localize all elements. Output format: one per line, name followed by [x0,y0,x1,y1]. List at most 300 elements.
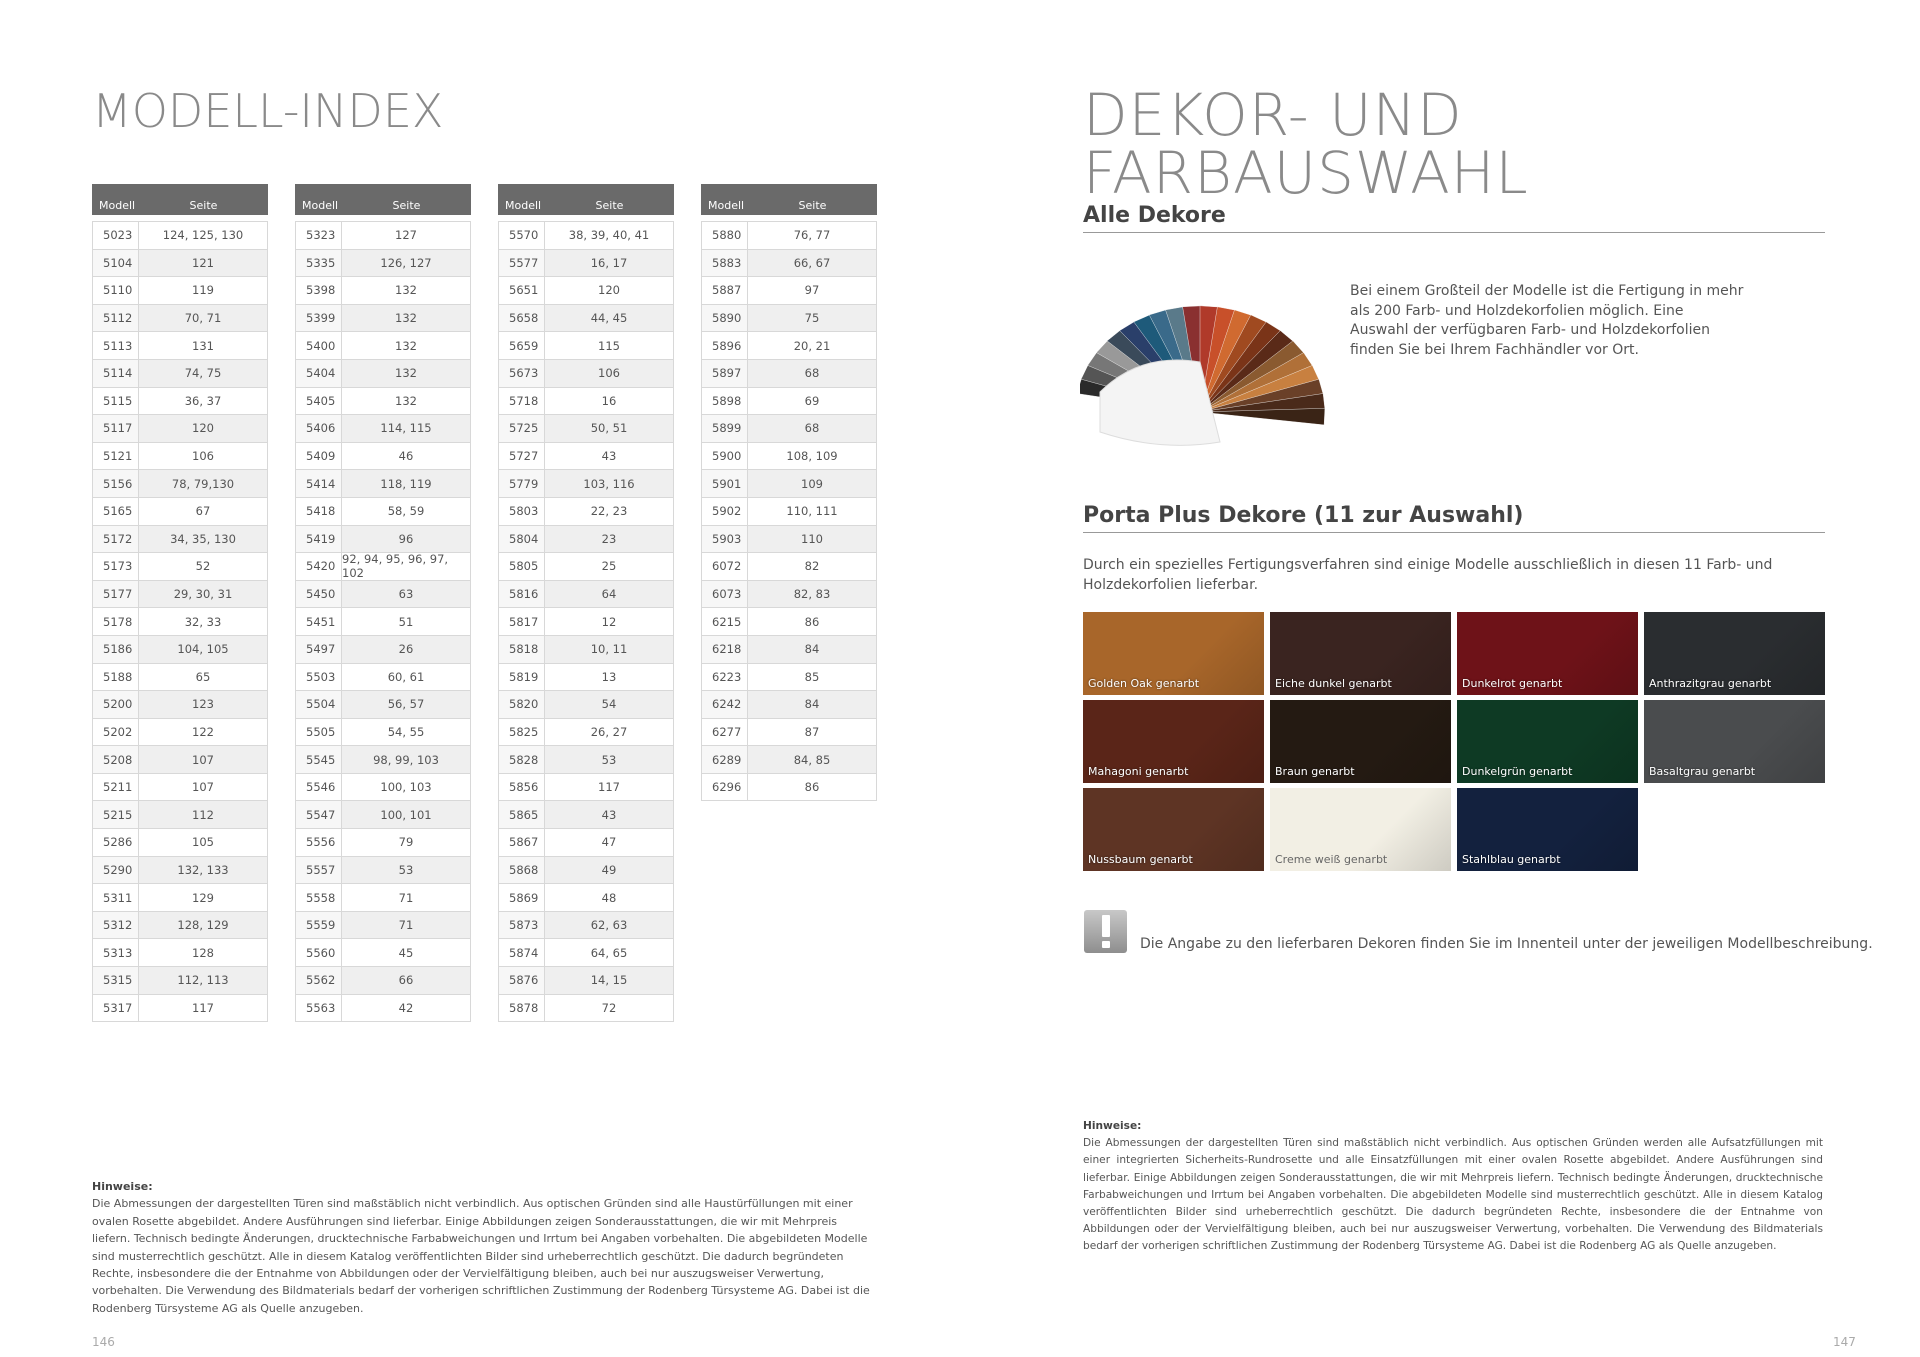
model-number: 5898 [702,388,748,415]
model-number: 5023 [93,222,139,249]
hint-text: Die Angabe zu den lieferbaren Dekoren finden Sie im Innenteil unter der jeweiligen Modellbeschreibung. [1140,936,1873,952]
page-reference: 36, 37 [184,393,222,408]
page-reference: 112, 113 [139,967,267,994]
page-reference: 100, 101 [342,801,470,828]
model-number: 5173 [93,553,139,580]
page-reference: 118, 119 [342,470,470,497]
decor-swatch-label: Basaltgrau genarbt [1649,765,1756,778]
decor-swatch-grid [1083,612,1825,870]
table-row [498,912,674,940]
table-row [498,470,674,498]
page-reference: 105 [192,835,214,850]
page-reference: 20, 21 [793,338,831,353]
table-row [701,526,877,554]
page-reference: 29, 30, 31 [139,581,267,608]
page-reference: 70, 71 [139,305,267,332]
table-row [92,995,268,1023]
page-reference: 128 [192,945,214,960]
page-reference: 120 [139,415,267,442]
model-number: 6242 [702,691,748,718]
model-number: 5563 [296,995,342,1022]
model-number: 5121 [93,443,139,470]
decor-swatch-label: Stahlblau genarbt [1462,853,1561,866]
table-row [92,470,268,498]
page-reference: 117 [192,1000,214,1015]
table-row [92,608,268,636]
column-header-modell: Modell [708,199,745,212]
page-reference: 84, 85 [748,746,876,773]
model-number: 5825 [499,719,545,746]
model-number: 6073 [702,581,748,608]
table-row [701,581,877,609]
page-reference: 58, 59 [387,504,425,519]
table-row [295,553,471,581]
table-row [295,415,471,443]
table-row [92,746,268,774]
right-hinweise-text: Die Abmessungen der dargestellten Türen sind maßstäblich nicht verbindlich. Aus optischen Gründen werden alle Aufsatzfüllungen mit einer integrierten Sicherheits-Rundrosette und alle Einsatzfüllungen mit einer ovalen Rosette abgebildet. Andere Ausführungen sind lieferbar. Einige Abbildungen zeigen Sonderausstattungen, die wir mit Mehrpreis liefern. Technisch bedingte Änderungen, drucktechnische Farbabweichungen und Irrtum bei Angaben vorbehalten. Die abgebildeten Modelle sind musterrechtlich geschützt. Alle in diesem Katalog veröffentlichten Bilder sind urheberrechtlich geschützt. Die dadurch begründeten Rechte, insbesondere die der Entnahme von Abbildungen oder der Vervielfältigung bleiben, auch bei nur auszugsweiser Verwertung, vorbehalten. Die Verwendung des Bildmaterials bedarf der vorherigen schriftlichen Zustimmung der Rodenberg Türsysteme AG. Dabei ist die Rodenberg AG als Quelle anzugeben. [1083,1137,1823,1253]
table-row [92,553,268,581]
model-number: 5828 [499,746,545,773]
table-row [701,443,877,471]
table-row [92,388,268,416]
table-row [92,498,268,526]
page-reference: 110, 111 [786,504,838,519]
decor-swatch [1644,700,1825,783]
model-number: 5286 [93,829,139,856]
table-row [295,774,471,802]
model-number: 5208 [93,746,139,773]
page-reference: 52 [195,559,211,574]
table-row [92,277,268,305]
table-row [295,332,471,360]
model-number: 5547 [296,801,342,828]
decor-swatch [1270,700,1451,783]
model-number: 5177 [93,581,139,608]
model-number: 5117 [93,415,139,442]
decor-swatch [1083,700,1264,783]
page-reference: 110 [748,526,876,553]
model-number: 5718 [499,388,545,415]
table-row [498,581,674,609]
table-row [295,746,471,774]
model-number: 5317 [93,995,139,1022]
table-row [92,664,268,692]
page-reference: 56, 57 [342,691,470,718]
model-number: 5112 [93,305,139,332]
page-reference: 122 [192,724,214,739]
page-reference: 14, 15 [545,967,673,994]
table-row [498,995,674,1023]
page-reference: 76, 77 [793,228,831,243]
page-reference: 132 [395,393,417,408]
exclamation-icon [1083,909,1128,954]
model-number: 5451 [296,608,342,635]
table-row [92,857,268,885]
model-number: 5398 [296,277,342,304]
page-reference: 84 [748,691,876,718]
table-row [92,719,268,747]
page-reference: 64 [545,581,673,608]
table-row [498,746,674,774]
page-reference: 82 [804,559,820,574]
page-reference: 25 [601,559,617,574]
page-reference: 54 [545,691,673,718]
page-reference: 22, 23 [590,504,628,519]
page-reference: 69 [804,393,820,408]
table-row [295,360,471,388]
page-reference: 115 [598,338,620,353]
page-reference: 75 [748,305,876,332]
page-reference: 96 [342,526,470,553]
table-row [295,691,471,719]
table-row [701,664,877,692]
table-row [92,305,268,333]
table-row [498,250,674,278]
page-reference: 132 [395,283,417,298]
model-number: 5546 [296,774,342,801]
table-row [295,995,471,1023]
table-header [701,184,877,215]
page-reference: 109 [748,470,876,497]
decor-swatch-label: Dunkelrot genarbt [1462,677,1563,690]
page-reference: 72 [601,1000,617,1015]
page-reference: 26 [342,636,470,663]
model-number: 5202 [93,719,139,746]
model-number: 5803 [499,498,545,525]
page-reference: 103, 116 [545,470,673,497]
table-row [701,415,877,443]
table-row [295,222,471,250]
model-number: 5878 [499,995,545,1022]
table-row [701,470,877,498]
decor-swatch [1270,788,1451,871]
model-number: 5559 [296,912,342,939]
table-row [701,388,877,416]
column-header-modell: Modell [505,199,542,212]
model-number: 5404 [296,360,342,387]
table-row [92,581,268,609]
table-row [92,774,268,802]
model-number: 5890 [702,305,748,332]
page-reference: 98, 99, 103 [342,746,470,773]
page-reference: 84 [748,636,876,663]
table-row [92,526,268,554]
model-number: 5874 [499,939,545,966]
model-number: 5156 [93,470,139,497]
page-reference: 42 [398,1000,414,1015]
model-number: 5505 [296,719,342,746]
decor-swatch-label: Mahagoni genarbt [1088,765,1189,778]
table-row [295,581,471,609]
page-reference: 65 [195,669,211,684]
decor-swatch [1083,788,1264,871]
model-number: 5414 [296,470,342,497]
model-number: 5113 [93,332,139,359]
table-header [498,184,674,215]
model-number: 5901 [702,470,748,497]
page-reference: 66 [342,967,470,994]
table-row [498,636,674,664]
table-row [295,801,471,829]
table-row [701,746,877,774]
table-row [498,415,674,443]
decor-swatch [1457,700,1638,783]
model-number: 5312 [93,912,139,939]
page-reference: 49 [545,857,673,884]
column-header-modell: Modell [302,199,339,212]
page-reference: 107 [139,746,267,773]
model-number: 5311 [93,884,139,911]
page-number-right: 147 [1833,1335,1856,1349]
column-header-seite: Seite [392,199,421,212]
table-row [701,250,877,278]
model-number: 5558 [296,884,342,911]
model-number: 5178 [93,608,139,635]
table-row [498,526,674,554]
model-number: 5114 [93,360,139,387]
model-number: 5820 [499,691,545,718]
page-reference: 129 [192,890,214,905]
page-reference: 123 [139,691,267,718]
table-row [498,360,674,388]
alle-dekore-text: Bei einem Großteil der Modelle ist die Fertigung in mehr als 200 Farb- und Holzdekorfolien möglich. Eine Auswahl der verfügbaren Farb- und Holzdekorfolien finden Sie bei Ihrem Fachhändler vor Ort. [1350,283,1744,358]
model-number: 5805 [499,553,545,580]
page-reference: 67 [195,504,211,519]
section-heading-porta-plus: Porta Plus Dekore (11 zur Auswahl) [1083,503,1825,533]
column-header-modell: Modell [99,199,136,212]
table-row [295,939,471,967]
page-reference: 124, 125, 130 [162,228,244,243]
modell-table [498,184,674,1022]
table-row [701,360,877,388]
right-hinweise-heading: Hinweise: [1083,1120,1142,1132]
model-number: 5503 [296,664,342,691]
model-number: 5557 [296,857,342,884]
table-row [92,829,268,857]
page-reference: 112 [139,801,267,828]
page-reference: 43 [601,449,617,464]
right-hinweise [1083,1118,1823,1256]
page-reference: 23 [545,526,673,553]
table-row [295,857,471,885]
decor-swatch-label: Braun genarbt [1275,765,1355,778]
decor-swatch [1270,612,1451,695]
page-reference: 131 [192,338,214,353]
table-row [295,443,471,471]
table-row [498,967,674,995]
model-number: 5172 [93,526,139,553]
table-row [92,939,268,967]
table-row [92,691,268,719]
model-number: 5900 [702,443,748,470]
column-header-seite: Seite [189,199,218,212]
page-reference: 100, 103 [380,780,432,795]
model-number: 5405 [296,388,342,415]
model-number: 5876 [499,967,545,994]
page-reference: 16, 17 [545,250,673,277]
page-reference: 132 [342,360,470,387]
table-row [92,360,268,388]
page-reference: 43 [545,801,673,828]
section-heading-alle-dekore: Alle Dekore [1083,203,1825,233]
model-number: 5816 [499,581,545,608]
table-row [498,222,674,250]
model-number: 5497 [296,636,342,663]
model-number: 5560 [296,939,342,966]
table-row [701,636,877,664]
model-number: 5400 [296,332,342,359]
model-number: 5450 [296,581,342,608]
model-number: 5727 [499,443,545,470]
page-reference: 126, 127 [342,250,470,277]
table-row [92,912,268,940]
decor-swatch-label: Golden Oak genarbt [1088,677,1200,690]
page-reference: 38, 39, 40, 41 [568,228,650,243]
table-row [701,608,877,636]
table-row [701,222,877,250]
table-row [295,250,471,278]
model-number: 5335 [296,250,342,277]
model-number: 5186 [93,636,139,663]
page-reference: 45 [398,945,414,960]
page-reference: 82, 83 [748,581,876,608]
page-reference: 62, 63 [545,912,673,939]
table-row [295,967,471,995]
page-reference: 106 [192,449,214,464]
decor-swatch [1457,788,1638,871]
left-hinweise-text: Die Abmessungen der dargestellten Türen sind maßstäblich nicht verbindlich. Aus optischen Gründen sind alle Haustürfüllungen mit einer ovalen Rosette abgebildet. Andere Ausführungen sind lieferbar. Einige Abbildungen zeigen Sonderausstattungen, die wir mit Mehrpreis liefern. Technisch bedingte Änderungen, drucktechnische Farbabweichungen und Irrtum bei Angaben vorbehalten. Die abgebildeten Modelle sind musterrechtlich geschützt. Alle in diesem Katalog veröffentlichten Bilder sind urheberrechtlich geschützt. Die dadurch begründeten Rechte, insbesondere die der Entnahme von Abbildungen oder der Vervielfältigung bleiben, auch bei nur auszugsweiser Verwertung, vorbehalten. Die Verwendung des Bildmaterials bedarf der vorherigen schriftlichen Zustimmung der Rodenberg Türsysteme AG. Dabei ist die Rodenberg Türsysteme AG als Quelle anzugeben. [92,1197,870,1315]
page-reference: 97 [804,283,820,298]
page-reference: 78, 79,130 [139,470,267,497]
page-reference: 127 [395,228,417,243]
model-number: 5867 [499,829,545,856]
page-reference: 117 [598,780,620,795]
decor-swatch [1644,612,1825,695]
table-row [92,443,268,471]
page-reference: 92, 94, 95, 96, 97, 102 [342,552,449,581]
decor-swatch-label: Eiche dunkel genarbt [1275,677,1392,690]
page-reference: 12 [601,614,617,629]
table-row [295,388,471,416]
table-row [498,332,674,360]
page-reference: 53 [545,746,673,773]
table-row [295,636,471,664]
table-row [295,664,471,692]
model-number: 5323 [296,222,342,249]
model-number: 5818 [499,636,545,663]
left-hinweise [92,1178,876,1317]
model-number: 6223 [702,664,748,691]
table-row [92,636,268,664]
page-reference: 71 [342,912,470,939]
page-reference: 51 [398,614,414,629]
table-row [498,553,674,581]
decor-swatch [1457,612,1638,695]
table-row [92,415,268,443]
table-row [701,498,877,526]
page-reference: 104, 105 [139,636,267,663]
modell-table [701,184,877,801]
page-reference: 16 [601,393,617,408]
page-reference: 132, 133 [139,857,267,884]
page-reference: 108, 109 [786,449,838,464]
table-row [701,774,877,802]
model-number: 5868 [499,857,545,884]
table-row [92,801,268,829]
model-number: 6218 [702,636,748,663]
page-reference: 71 [398,890,414,905]
model-number: 5817 [499,608,545,635]
page-reference: 63 [342,581,470,608]
modell-table [295,184,471,1022]
table-row [498,829,674,857]
table-row [92,222,268,250]
page-title-dekor: DEKOR- UND FARBAUSWAHL [1083,81,1529,207]
model-number: 5856 [499,774,545,801]
model-number: 5399 [296,305,342,332]
model-number: 6296 [702,774,748,801]
table-row [701,332,877,360]
page-reference: 106 [545,360,673,387]
page-reference: 128, 129 [139,912,267,939]
table-row [92,250,268,278]
table-row [498,305,674,333]
model-number: 5899 [702,415,748,442]
model-number: 5211 [93,774,139,801]
page-reference: 114, 115 [342,415,470,442]
page-reference: 85 [804,669,820,684]
page-reference: 46 [398,449,414,464]
model-number: 5673 [499,360,545,387]
page-reference: 64, 65 [590,945,628,960]
model-number: 5897 [702,360,748,387]
model-number: 6277 [702,719,748,746]
table-row [498,608,674,636]
color-fan-image [1080,252,1325,452]
page-reference: 60, 61 [387,669,425,684]
page-reference: 119 [192,283,214,298]
page-reference: 68 [748,415,876,442]
page-reference: 44, 45 [545,305,673,332]
model-number: 5418 [296,498,342,525]
left-hinweise-heading: Hinweise: [92,1180,153,1193]
model-number: 5556 [296,829,342,856]
table-header [92,184,268,215]
model-number: 5651 [499,277,545,304]
table-row [92,967,268,995]
table-row [498,664,674,692]
model-number: 6072 [702,553,748,580]
column-header-seite: Seite [798,199,827,212]
page-reference: 26, 27 [590,724,628,739]
model-number: 5188 [93,664,139,691]
model-number: 5804 [499,526,545,553]
page-number-left: 146 [92,1335,115,1349]
model-number: 5819 [499,664,545,691]
model-number: 5903 [702,526,748,553]
table-row [295,912,471,940]
decor-swatch-label: Dunkelgrün genarbt [1462,765,1573,778]
decor-swatch-label: Creme weiß genarbt [1275,853,1388,866]
decor-swatch-label: Nussbaum genarbt [1088,853,1193,866]
page-reference: 54, 55 [387,724,425,739]
page-reference: 86 [804,780,820,795]
model-number: 6289 [702,746,748,773]
table-row [295,470,471,498]
model-number: 5865 [499,801,545,828]
model-number: 5409 [296,443,342,470]
model-number: 5200 [93,691,139,718]
